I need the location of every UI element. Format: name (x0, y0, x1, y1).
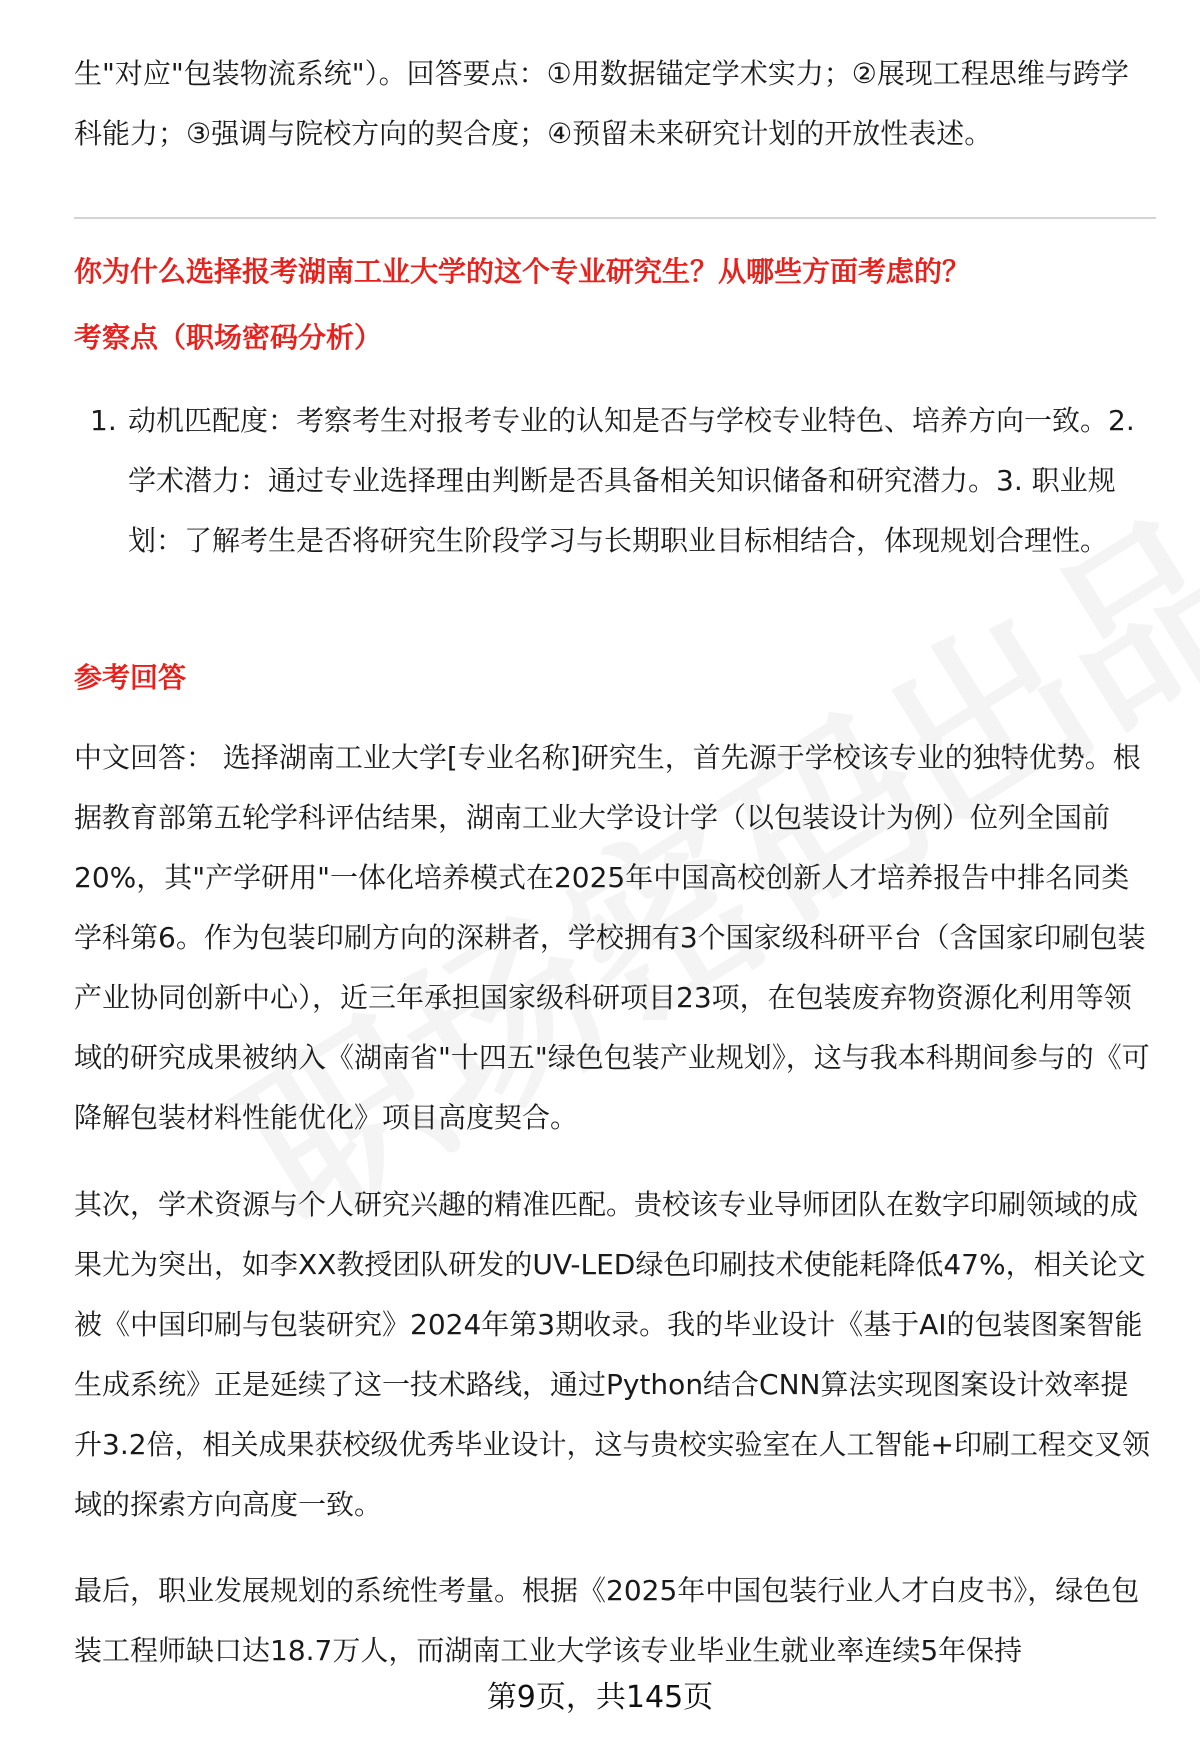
question-heading: 你为什么选择报考湖南工业大学的这个专业研究生？从哪些方面考虑的？ (74, 255, 971, 288)
list-item (74, 391, 1156, 571)
intro-paragraph: 生"对应"包装物流系统"）。回答要点：①用数据锚定学术实力；②展现工程思维与跨学科能力；③强调与院校方向的契合度；④预留未来研究计划的开放性表述。 (74, 57, 1129, 150)
page-number: 第9页，共145页 (486, 1680, 714, 1715)
section-divider (74, 217, 1156, 219)
answer-paragraph-3: 最后，职业发展规划的系统性考量。根据《2025年中国包装行业人才白皮书》，绿色包装工程师缺口达18.7万人，而湖南工业大学该专业毕业生就业率连续5年保持 (74, 1574, 1140, 1667)
list-item-number: 1. (90, 404, 117, 437)
focus-list (74, 391, 1156, 571)
answer-paragraph-1: 中文回答： 选择湖南工业大学[专业名称]研究生，首先源于学校该专业的独特优势。根据教育部第五轮学科评估结果，湖南工业大学设计学（以包装设计为例）位列全国前20%，其"产学研用"一体化培养模式在2025年中国高校创新人才培养报告中排名同类学科第6。作为包装印刷方向的深耕者，学校拥有3个国家级科研平台（含国家印刷包装产业协同创新中心），近三年承担国家级科研项目23项，在包装废弃物资源化利用等领域的研究成果被纳入《湖南省"十四五"绿色包装产业规划》，这与我本科期间参与的《可降解包装材料性能优化》项目高度契合。 (74, 741, 1150, 1134)
list-item-text: 动机匹配度：考察考生对报考专业的认知是否与学校专业特色、培养方向一致。2. 学术潜力：通过专业选择理由判断是否具备相关知识储备和研究潜力。3. 职业规划：了解考生是否将研究生阶段学习与长期职业目标相结合，体现规划合理性。 (128, 404, 1135, 557)
answer-paragraph-2: 其次，学术资源与个人研究兴趣的精准匹配。贵校该专业导师团队在数字印刷领域的成果尤为突出，如李XX教授团队研发的UV-LED绿色印刷技术使能耗降低47%，相关论文被《中国印刷与包装研究》2024年第3期收录。我的毕业设计《基于AI的包装图案智能生成系统》正是延续了这一技术路线，通过Python结合CNN算法实现图案设计效率提升3.2倍，相关成果获校级优秀毕业设计，这与贵校实验室在人工智能+印刷工程交叉领域的探索方向高度一致。 (74, 1188, 1150, 1521)
document-page (74, 0, 1156, 1755)
answer-heading: 参考回答 (74, 661, 187, 694)
focus-heading: 考察点（职场密码分析） (74, 321, 383, 354)
